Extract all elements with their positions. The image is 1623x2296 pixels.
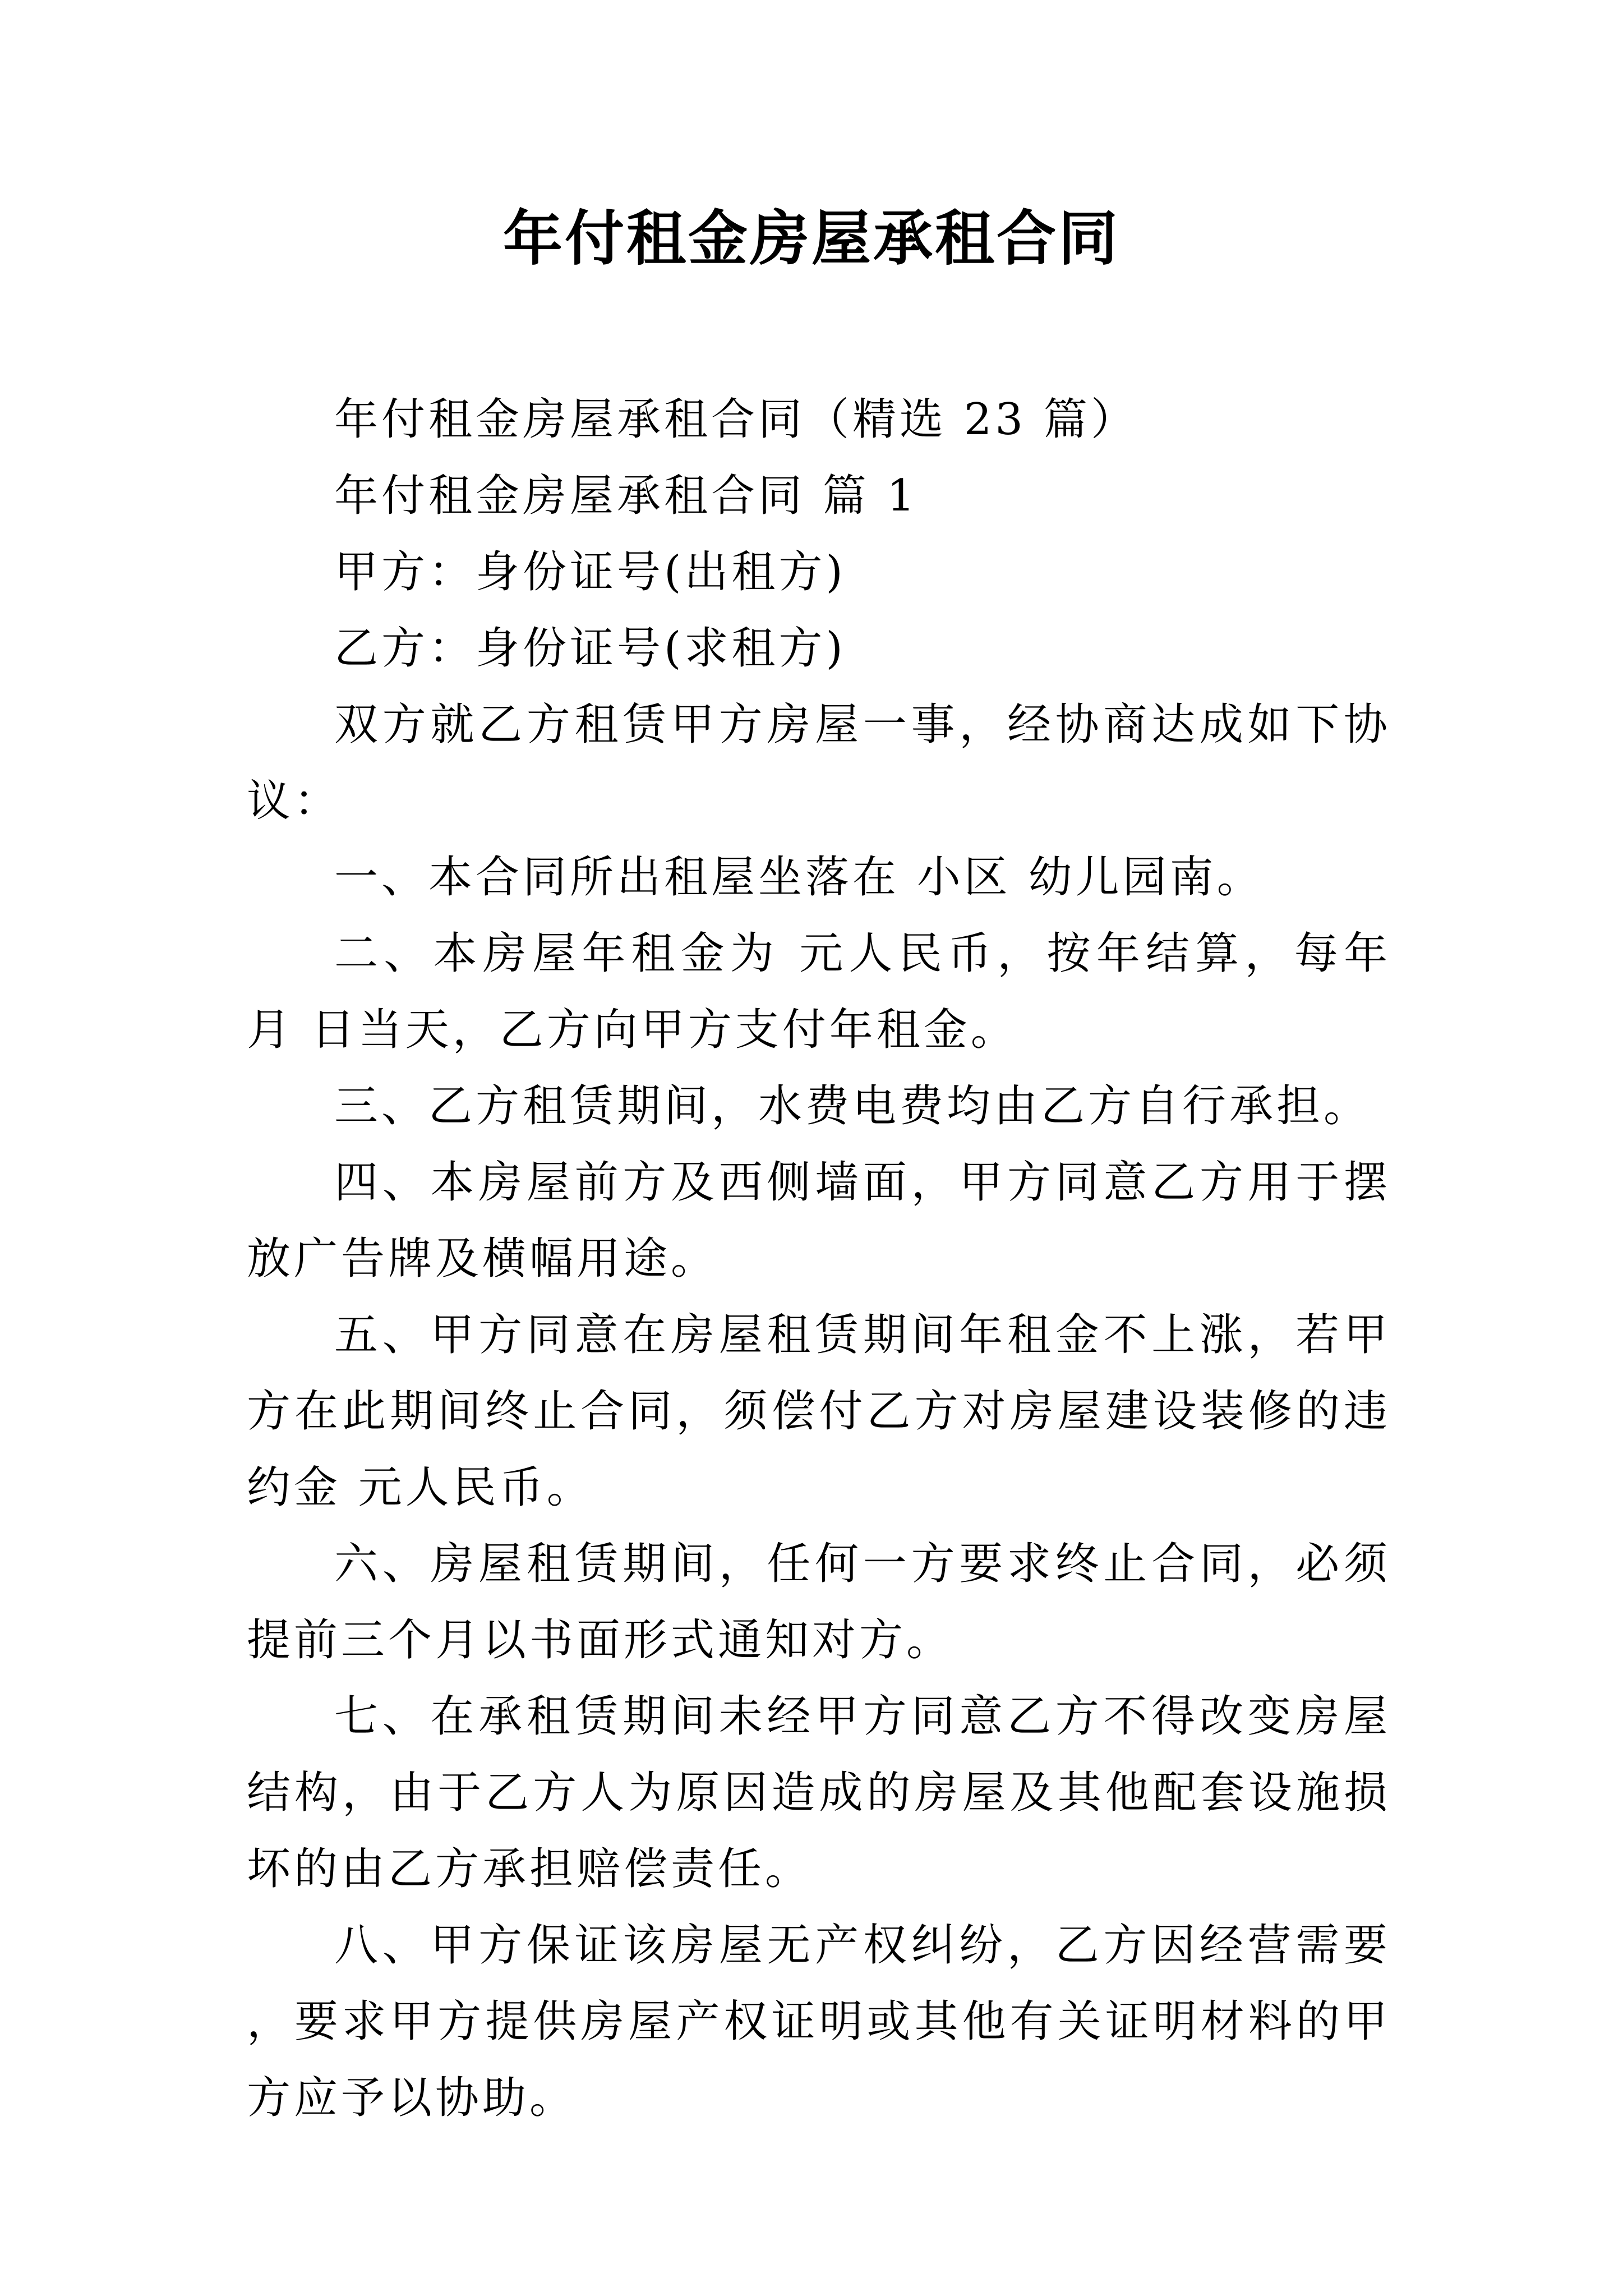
party-a-line: 甲方：身份证号(出租方) <box>334 547 846 597</box>
clause-7: 七、在承租赁期间未经甲方同意乙方不得改变房屋结构，由于乙方人为原因造成的房屋及其他配套设施损坏的由乙方承担赔偿责任。 <box>247 1691 1391 1894</box>
subtitle-paragraph: 年付租金房屋承租合同（精选 23 篇） <box>334 394 1138 445</box>
clause-2: 二、本房屋年租金为 元人民币，按年结算，每年 月 日当天，乙方向甲方支付年租金。 <box>247 928 1391 1055</box>
section-heading: 年付租金房屋承租合同 篇 1 <box>334 471 919 521</box>
clause-5: 五、甲方同意在房屋租赁期间年租金不上涨，若甲方在此期间终止合同，须偿付乙方对房屋建设装修的违约金 元人民币。 <box>247 1310 1391 1513</box>
clause-6: 六、房屋租赁期间，任何一方要求终止合同，必须提前三个月以书面形式通知对方。 <box>247 1539 1391 1665</box>
document-body <box>247 381 1391 2136</box>
party-b-line: 乙方：身份证号(求租方) <box>334 623 846 674</box>
clause-1: 一、本合同所出租屋坐落在 小区 幼儿园南。 <box>334 852 1264 903</box>
clause-4: 四、本房屋前方及西侧墙面，甲方同意乙方用于摆放广告牌及横幅用途。 <box>247 1157 1391 1284</box>
document-title: 年付租金房屋承租合同 <box>503 203 1120 273</box>
clause-8: 八、甲方保证该房屋无产权纠纷，乙方因经营需要，要求甲方提供房屋产权证明或其他有关证明材料的甲方应予以协助。 <box>247 1920 1391 2123</box>
clause-3: 三、乙方租赁期间，水费电费均由乙方自行承担。 <box>334 1081 1371 1131</box>
agreement-intro: 双方就乙方租赁甲方房屋一事，经协商达成如下协议： <box>247 700 1391 826</box>
